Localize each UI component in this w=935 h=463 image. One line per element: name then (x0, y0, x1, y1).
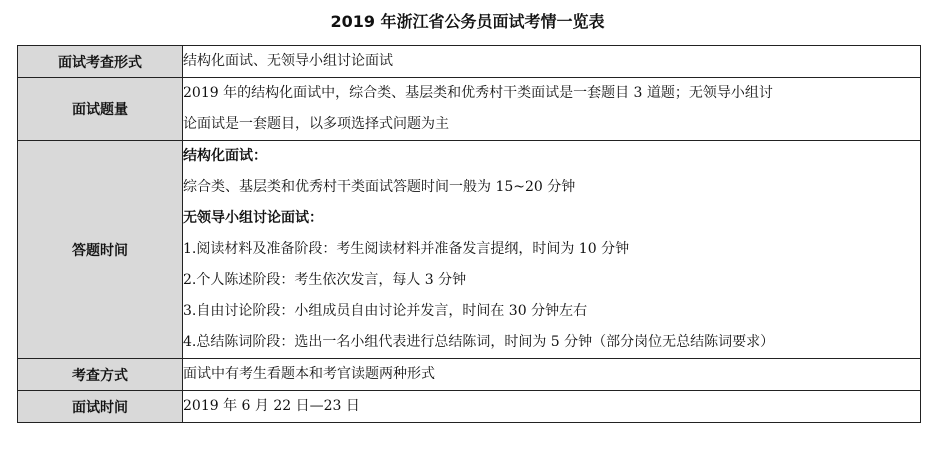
content-line: 结构化面试、无领导小组讨论面试 (183, 53, 393, 69)
content-line: 3.自由讨论阶段：小组成员自由讨论并发言，时间在 30 分钟左右 (183, 303, 588, 319)
section-heading: 结构化面试： (183, 148, 267, 164)
row-label: 面试题量 (18, 78, 183, 141)
row-label: 面试时间 (18, 391, 183, 423)
table-row (18, 46, 921, 78)
content-line: 1.阅读材料及准备阶段：考生阅读材料并准备发言提纲，时间为 10 分钟 (183, 241, 630, 257)
row-content (183, 46, 921, 78)
table-title: 2019 年浙江省公务员面试考情一览表 (330, 12, 605, 31)
row-label: 考查方式 (18, 359, 183, 391)
table-row (18, 141, 921, 359)
table-row (18, 78, 921, 141)
content-line: 2019 年的结构化面试中，综合类、基层类和优秀村干类面试是一套题目 3 道题；无领导小组讨 (183, 85, 773, 101)
content-line: 2.个人陈述阶段：考生依次发言，每人 3 分钟 (183, 272, 467, 288)
row-content (183, 359, 921, 391)
table-row (18, 391, 921, 423)
content-line: 综合类、基层类和优秀村干类面试答题时间一般为 15~20 分钟 (183, 179, 576, 195)
section-heading: 无领导小组讨论面试： (183, 210, 323, 226)
exam-info-table (17, 45, 921, 423)
table-row (18, 359, 921, 391)
row-label: 答题时间 (18, 141, 183, 359)
content-line: 2019 年 6 月 22 日—23 日 (183, 398, 360, 414)
content-line: 面试中有考生看题本和考官读题两种形式 (183, 366, 435, 382)
content-line: 论面试是一套题目，以多项选择式问题为主 (183, 116, 449, 132)
content-line: 4.总结陈词阶段：选出一名小组代表进行总结陈词，时间为 5 分钟（部分岗位无总结陈词要求） (183, 334, 775, 350)
row-content (183, 141, 921, 359)
row-content (183, 78, 921, 141)
row-label: 面试考查形式 (18, 46, 183, 78)
row-content (183, 391, 921, 423)
